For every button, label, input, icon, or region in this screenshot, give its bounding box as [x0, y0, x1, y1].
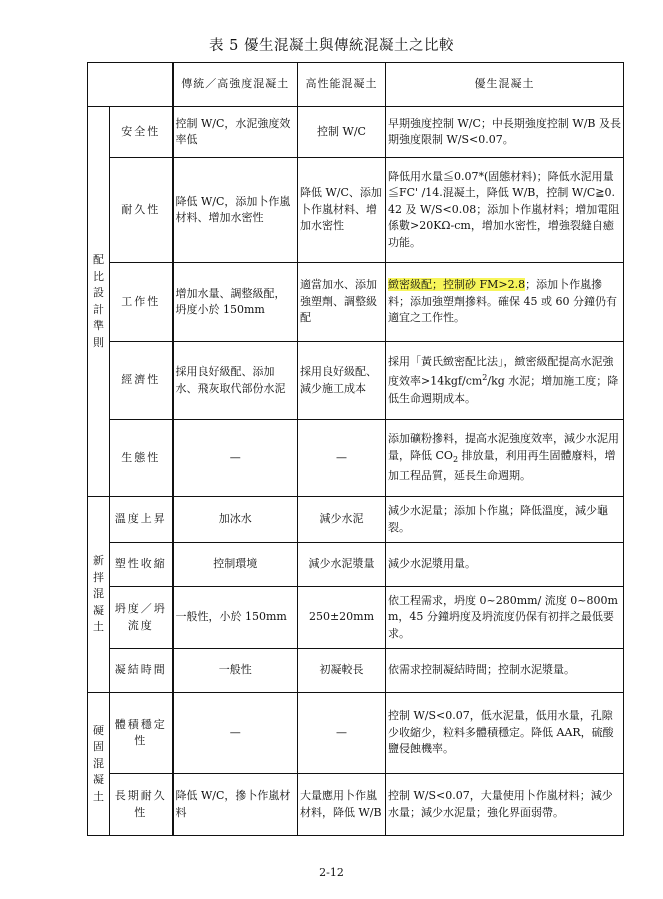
header-traditional: 傳統／高強度混凝土 [173, 63, 298, 107]
table-row [88, 497, 624, 543]
eugenic-text-cont: /kg 水泥；增加施工度；降低生命週期成本。 [388, 375, 619, 405]
comparison-table [87, 62, 624, 836]
eugenic-text: ；添加卜作嵐摻料；添加強塑劑摻料。確保 45 或 60 分鐘仍有適宜之工作性。 [388, 278, 617, 325]
criterion-cell: 長期耐久性 [110, 774, 173, 836]
high-performance-cell: 減少水泥漿量 [298, 543, 386, 587]
table-row [88, 649, 624, 693]
eugenic-text: 採用「黃氏緻密配比法」，緻密級配提高水泥強度效率>14kgf/cm [388, 354, 614, 389]
traditional-cell: 增加水量、調整級配，坍度小於 150mm [173, 263, 298, 342]
high-performance-cell: 減少水泥 [298, 497, 386, 543]
high-performance-cell: 初凝較長 [298, 649, 386, 693]
traditional-cell: 一般性 [173, 649, 298, 693]
eugenic-cell: 依工程需求，坍度 0~280mm/ 流度 0~800mm，45 分鐘坍度及坍流度仍保有初拌之最低要求。 [386, 587, 624, 649]
traditional-cell: — [173, 420, 298, 497]
page-number: 2-12 [319, 866, 344, 879]
traditional-cell: 降低 W/C，摻卜作嵐材料 [173, 774, 298, 836]
traditional-cell: 控制 W/C，水泥強度效率低 [173, 107, 298, 158]
high-performance-cell: — [298, 420, 386, 497]
criterion-cell: 生態性 [110, 420, 173, 497]
criterion-cell: 安全性 [110, 107, 173, 158]
eugenic-cell: 減少水泥量；添加卜作嵐；降低溫度，減少龜裂。 [386, 497, 624, 543]
high-performance-cell: 大量應用卜作嵐材料，降低 W/B [298, 774, 386, 836]
table-row [88, 342, 624, 420]
traditional-cell: — [173, 693, 298, 774]
traditional-cell: 一般性，小於 150mm [173, 587, 298, 649]
traditional-cell: 降低 W/C，添加卜作嵐材料、增加水密性 [173, 158, 298, 263]
table-row [88, 263, 624, 342]
table-row [88, 420, 624, 497]
table-row [88, 543, 624, 587]
table-row [88, 774, 624, 836]
eugenic-cell: 依需求控制凝結時間；控制水泥漿量。 [386, 649, 624, 693]
traditional-cell: 加冰水 [173, 497, 298, 543]
group-label-fresh: 新拌混凝土 [88, 497, 110, 693]
table-title: 表 5 優生混凝土與傳統混凝土之比較 [209, 38, 454, 54]
high-performance-cell: — [298, 693, 386, 774]
eugenic-cell [386, 420, 624, 497]
criterion-cell: 體積穩定性 [110, 693, 173, 774]
highlighted-text: 緻密級配；控制砂 FM>2.8 [388, 278, 526, 292]
high-performance-cell: 降低 W/C、添加卜作嵐材料、增加水密性 [298, 158, 386, 263]
group-label-hardened: 硬固混凝土 [88, 693, 110, 836]
eugenic-cell: 控制 W/S<0.07，大量使用卜作嵐材料；減少水量；減少水泥量；強化界面弱帶。 [386, 774, 624, 836]
criterion-cell: 塑性收縮 [110, 543, 173, 587]
table-header-row [88, 63, 624, 107]
subscript: 2 [452, 454, 459, 464]
criterion-cell: 耐久性 [110, 158, 173, 263]
eugenic-cell: 減少水泥漿用量。 [386, 543, 624, 587]
eugenic-cell: 早期強度控制 W/C；中長期強度控制 W/B 及長期強度限制 W/S<0.07。 [386, 107, 624, 158]
eugenic-text: 添加礦粉摻料，提高水泥強度效率，減少水泥用量，降低 CO [388, 432, 619, 462]
eugenic-cell: 降低用水量≦0.07*(固態材料)；降低水泥用量≦FC' /14.混凝土，降低 W/B，控制 W/C≧0.42 及 W/S<0.08；添加卜作嵐材料；增加電阻係數>20KΩ-cm，增加水密性，增強裂縫自癒功能。 [386, 158, 624, 263]
traditional-cell: 控制環境 [173, 543, 298, 587]
criterion-cell: 溫度上昇 [110, 497, 173, 543]
eugenic-cell: 控制 W/S<0.07，低水泥量，低用水量，孔隙少收縮少，粒料多體積穩定。降低 AAR，硫酸鹽侵蝕機率。 [386, 693, 624, 774]
table-row [88, 158, 624, 263]
criterion-cell: 工作性 [110, 263, 173, 342]
table-row [88, 587, 624, 649]
header-blank-cell [88, 63, 173, 107]
criterion-cell: 經濟性 [110, 342, 173, 420]
group-label-mix-design: 配比設計準則 [88, 107, 110, 497]
table-row [88, 693, 624, 774]
eugenic-cell [386, 263, 624, 342]
table-row [88, 107, 624, 158]
eugenic-text-cont: 排放量，利用再生固體廢料，增加工程品質，延長生命週期。 [388, 448, 616, 483]
traditional-cell: 採用良好級配、添加水、飛灰取代部份水泥 [173, 342, 298, 420]
high-performance-cell: 控制 W/C [298, 107, 386, 158]
criterion-cell: 凝結時間 [110, 649, 173, 693]
eugenic-cell [386, 342, 624, 420]
high-performance-cell: 250±20mm [298, 587, 386, 649]
header-eugenic: 優生混凝土 [386, 63, 624, 107]
criterion-cell: 坍度／坍流度 [110, 587, 173, 649]
high-performance-cell: 適當加水、添加強塑劑、調整級配 [298, 263, 386, 342]
high-performance-cell: 採用良好級配、減少施工成本 [298, 342, 386, 420]
header-high-performance: 高性能混凝土 [298, 63, 386, 107]
superscript: 2 [482, 373, 488, 383]
